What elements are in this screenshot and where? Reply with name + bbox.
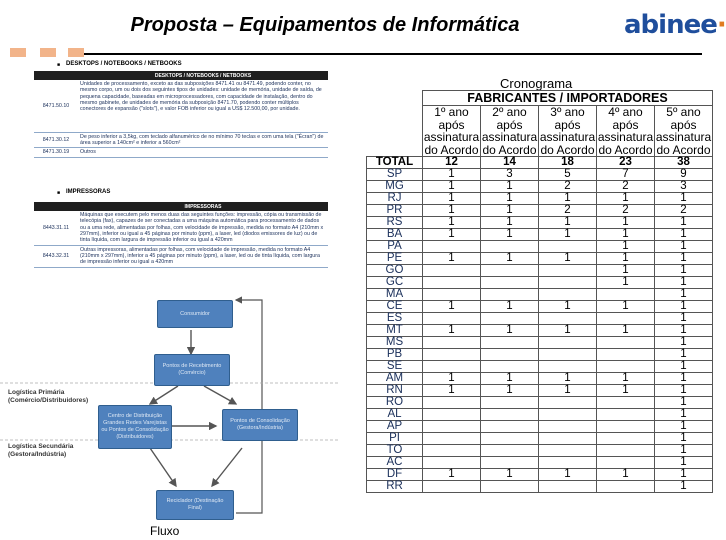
value-cell: 1: [423, 169, 481, 181]
value-cell: 1: [655, 325, 713, 337]
value-cell: 2: [539, 205, 597, 217]
table-row: [367, 373, 713, 385]
blank-cell: [367, 91, 423, 106]
value-cell: 1: [481, 325, 539, 337]
state-cell: AC: [367, 457, 423, 469]
value-cell: [423, 241, 481, 253]
value-cell: [597, 445, 655, 457]
table-header: IMPRESSORAS: [78, 202, 328, 211]
value-cell: 1: [597, 385, 655, 397]
blank-cell: [367, 106, 423, 157]
value-cell: [597, 289, 655, 301]
state-cell: DF: [367, 469, 423, 481]
value-cell: 1: [597, 301, 655, 313]
value-cell: [597, 349, 655, 361]
value-cell: [423, 457, 481, 469]
table-row: [367, 361, 713, 373]
value-cell: 2: [597, 205, 655, 217]
section-heading-impressoras: ■ IMPRESSORAS: [66, 189, 110, 195]
value-cell: [539, 409, 597, 421]
year-header: 1º ano após assinatura do Acordo: [423, 105, 480, 157]
state-cell: TO: [367, 445, 423, 457]
table-row: [367, 265, 713, 277]
flow-caption: Fluxo: [150, 524, 180, 538]
value-cell: 14: [481, 157, 539, 169]
value-cell: [423, 277, 481, 289]
state-cell: RJ: [367, 193, 423, 205]
table-row: [367, 157, 713, 169]
flow-node-pontos-consolidacao: Pontos de Consolidação (Gestora/Indústria): [222, 409, 298, 441]
slide-title: Proposta – Equipamentos de Informática: [130, 14, 520, 36]
value-cell: [481, 289, 539, 301]
state-cell: AM: [367, 373, 423, 385]
year-header: 5º ano após assinatura do Acordo: [655, 105, 712, 157]
value-cell: 1: [655, 373, 713, 385]
value-cell: [423, 433, 481, 445]
value-cell: [423, 361, 481, 373]
value-cell: [597, 361, 655, 373]
value-cell: 12: [423, 157, 481, 169]
value-cell: [423, 481, 481, 493]
table-row: [367, 241, 713, 253]
value-cell: 1: [423, 253, 481, 265]
state-cell: AL: [367, 409, 423, 421]
cronograma-caption: Cronograma: [500, 76, 573, 91]
state-cell: GO: [367, 265, 423, 277]
value-cell: 1: [539, 301, 597, 313]
value-cell: 7: [597, 169, 655, 181]
value-cell: 1: [481, 193, 539, 205]
value-cell: 18: [539, 157, 597, 169]
group-header: FABRICANTES / IMPORTADORES: [423, 91, 713, 106]
value-cell: 1: [597, 469, 655, 481]
state-cell: MT: [367, 325, 423, 337]
state-cell: SP: [367, 169, 423, 181]
value-cell: 1: [655, 265, 713, 277]
value-cell: [539, 445, 597, 457]
state-cell: GC: [367, 277, 423, 289]
table-row: [367, 253, 713, 265]
value-cell: [423, 349, 481, 361]
value-cell: 1: [597, 265, 655, 277]
value-cell: 1: [481, 229, 539, 241]
table-row: [367, 193, 713, 205]
value-cell: [597, 397, 655, 409]
value-cell: 1: [655, 241, 713, 253]
value-cell: 1: [655, 349, 713, 361]
abinee-logo: abinee·: [624, 10, 726, 40]
value-cell: 1: [539, 373, 597, 385]
state-cell: TOTAL: [367, 157, 423, 169]
value-cell: 1: [655, 313, 713, 325]
value-cell: [481, 481, 539, 493]
value-cell: 1: [655, 397, 713, 409]
state-cell: MA: [367, 289, 423, 301]
value-cell: [423, 409, 481, 421]
table-row: [367, 325, 713, 337]
state-cell: PA: [367, 241, 423, 253]
value-cell: 1: [597, 277, 655, 289]
table-row: [367, 481, 713, 493]
table-row: [367, 301, 713, 313]
value-cell: [481, 337, 539, 349]
value-cell: 1: [481, 385, 539, 397]
value-cell: 1: [655, 385, 713, 397]
value-cell: [423, 337, 481, 349]
value-cell: [597, 337, 655, 349]
value-cell: [539, 433, 597, 445]
value-cell: [539, 397, 597, 409]
flow-node-reciclador: Reciclador (Destinação Final): [156, 490, 234, 520]
value-cell: [539, 349, 597, 361]
value-cell: [539, 421, 597, 433]
table-row: [367, 217, 713, 229]
value-cell: 1: [481, 373, 539, 385]
value-cell: 1: [597, 373, 655, 385]
label-logistica-primaria: Logística Primária (Comércio/Distribuidores): [8, 389, 89, 405]
flow-node-consumidor: Consumidor: [157, 300, 233, 328]
table-row: [367, 409, 713, 421]
cronograma-table: [366, 90, 713, 493]
value-cell: [597, 457, 655, 469]
value-cell: 1: [597, 229, 655, 241]
state-cell: RR: [367, 481, 423, 493]
table-row: [367, 277, 713, 289]
value-cell: 1: [655, 301, 713, 313]
value-cell: 1: [423, 217, 481, 229]
year-header: 4º ano após assinatura do Acordo: [597, 105, 654, 157]
table-row: [367, 445, 713, 457]
value-cell: 1: [655, 469, 713, 481]
table-row: 8443.32.31 Outras impressoras, alimentadas por folhas, com velocidade de impressão, medida no formato A4 (210mm x 297mm), inferior a 45 páginas por minuto (ppm), a laser, led ou de tinta líquida, com largura de impressão inferior ou igual a 420mm: [34, 245, 328, 267]
value-cell: [481, 361, 539, 373]
value-cell: 1: [539, 253, 597, 265]
state-cell: BA: [367, 229, 423, 241]
value-cell: 1: [655, 361, 713, 373]
value-cell: [481, 397, 539, 409]
value-cell: [481, 421, 539, 433]
value-cell: [481, 349, 539, 361]
value-cell: [481, 313, 539, 325]
table-row: [367, 397, 713, 409]
value-cell: [423, 289, 481, 301]
value-cell: 1: [539, 229, 597, 241]
table-row: [367, 469, 713, 481]
state-cell: SE: [367, 361, 423, 373]
title-rule: [84, 53, 702, 55]
value-cell: [539, 289, 597, 301]
state-cell: PB: [367, 349, 423, 361]
value-cell: 1: [423, 229, 481, 241]
value-cell: 1: [423, 181, 481, 193]
state-cell: AP: [367, 421, 423, 433]
value-cell: 1: [539, 385, 597, 397]
value-cell: [597, 421, 655, 433]
value-cell: 1: [655, 229, 713, 241]
value-cell: 1: [655, 409, 713, 421]
state-cell: RS: [367, 217, 423, 229]
value-cell: 1: [539, 469, 597, 481]
value-cell: 1: [655, 457, 713, 469]
table-row: [367, 169, 713, 181]
value-cell: [423, 397, 481, 409]
ncm-table-impressoras: [34, 202, 328, 268]
value-cell: 2: [539, 181, 597, 193]
value-cell: 1: [423, 301, 481, 313]
value-cell: [481, 241, 539, 253]
header-row: [367, 106, 713, 157]
value-cell: 5: [539, 169, 597, 181]
value-cell: 1: [597, 217, 655, 229]
state-cell: ES: [367, 313, 423, 325]
table-row: [367, 181, 713, 193]
flow-node-centro-distribuicao: Centro de Distribuição Grandes Redes Varejistas ou Pontos de Consolidação (Distribuidores): [98, 405, 172, 449]
state-cell: PE: [367, 253, 423, 265]
state-cell: MS: [367, 337, 423, 349]
value-cell: [597, 313, 655, 325]
value-cell: 1: [655, 421, 713, 433]
header-row: [367, 91, 713, 106]
table-row: [367, 457, 713, 469]
table-row: [367, 337, 713, 349]
label-logistica-secundaria: Logística Secundária (Gestora/Indústria): [8, 443, 74, 459]
value-cell: 1: [655, 433, 713, 445]
value-cell: [597, 481, 655, 493]
value-cell: [481, 445, 539, 457]
value-cell: 1: [481, 253, 539, 265]
state-cell: PI: [367, 433, 423, 445]
value-cell: [597, 433, 655, 445]
value-cell: 38: [655, 157, 713, 169]
accent-square: [10, 48, 26, 57]
accent-square: [40, 48, 56, 57]
value-cell: 2: [655, 205, 713, 217]
value-cell: 3: [481, 169, 539, 181]
value-cell: [539, 361, 597, 373]
value-cell: [539, 337, 597, 349]
table-row: [367, 433, 713, 445]
value-cell: [597, 409, 655, 421]
ncm-table-desktops: [34, 71, 328, 158]
value-cell: [539, 457, 597, 469]
value-cell: [539, 481, 597, 493]
value-cell: 1: [481, 469, 539, 481]
table-row: [367, 205, 713, 217]
value-cell: [481, 457, 539, 469]
table-row: [367, 313, 713, 325]
accent-square: [68, 48, 84, 57]
value-cell: [423, 265, 481, 277]
table-row: [367, 385, 713, 397]
year-header: 3º ano após assinatura do Acordo: [539, 105, 596, 157]
value-cell: [481, 409, 539, 421]
table-row: [367, 289, 713, 301]
value-cell: [539, 313, 597, 325]
value-cell: 1: [597, 325, 655, 337]
value-cell: [481, 433, 539, 445]
table-row: 8443.31.11 Máquinas que executem pelo menos duas das seguintes funções: impressão, cópia ou transmissão de telecópia (fax), capazes de ser conectadas a uma máquina automática para processamento de dados ou a uma rede, alimentadas por folhas, com velocidade de impressão, medida no formato A4 (210mm x 297mm), inferior ou igual a 45 páginas por minuto (ppm), a laser, led (diodos emissores de luz) ou de tinta líquida, com largura de impressão inferior ou igual a 420mm: [34, 211, 328, 245]
value-cell: 1: [655, 289, 713, 301]
table-row: [367, 349, 713, 361]
value-cell: 2: [597, 181, 655, 193]
value-cell: 1: [655, 217, 713, 229]
value-cell: 1: [597, 253, 655, 265]
value-cell: 23: [597, 157, 655, 169]
value-cell: 1: [423, 373, 481, 385]
value-cell: 1: [423, 205, 481, 217]
value-cell: [481, 277, 539, 289]
value-cell: 1: [655, 337, 713, 349]
value-cell: 1: [423, 385, 481, 397]
value-cell: 1: [597, 193, 655, 205]
state-cell: PR: [367, 205, 423, 217]
value-cell: 1: [539, 217, 597, 229]
value-cell: 1: [481, 205, 539, 217]
value-cell: 9: [655, 169, 713, 181]
flow-node-pontos-recebimento: Pontos de Recebimento (Comércio): [154, 354, 230, 386]
value-cell: 1: [481, 217, 539, 229]
value-cell: 1: [597, 241, 655, 253]
state-cell: RN: [367, 385, 423, 397]
year-header: 2º ano após assinatura do Acordo: [481, 105, 538, 157]
table-row: [367, 421, 713, 433]
section-heading-desktops: ■ DESKTOPS / NOTEBOOKS / NETBOOKS: [66, 61, 182, 67]
value-cell: 1: [655, 445, 713, 457]
value-cell: 1: [423, 193, 481, 205]
table-row: 8471.30.12 De peso inferior a 3,5kg, com teclado alfanumérico de no mínimo 70 teclas e com uma tela ("Écran") de área superior a 140cm² e inferior a 560cm²: [34, 132, 328, 148]
value-cell: 1: [655, 193, 713, 205]
value-cell: 1: [423, 469, 481, 481]
state-cell: RO: [367, 397, 423, 409]
table-row: 8471.30.19 Outros: [34, 148, 328, 157]
value-cell: 1: [539, 325, 597, 337]
value-cell: 1: [655, 277, 713, 289]
value-cell: [539, 241, 597, 253]
value-cell: 3: [655, 181, 713, 193]
value-cell: [423, 313, 481, 325]
state-cell: MG: [367, 181, 423, 193]
value-cell: 1: [423, 325, 481, 337]
value-cell: 1: [481, 301, 539, 313]
value-cell: [481, 265, 539, 277]
value-cell: [539, 277, 597, 289]
table-row: [367, 229, 713, 241]
value-cell: [539, 265, 597, 277]
value-cell: 1: [655, 481, 713, 493]
value-cell: 1: [539, 193, 597, 205]
table-row: 8471.50.10 Unidades de processamento, exceto as das subposições 8471.41 ou 8471.49, podendo conter, no mesmo corpo, um ou dois dos seguintes tipos de unidades: unidade de memória, unidade de saída, de pequena capacidade, baseadas em microprocessadores, com capacidade de instalação, dentro do mesmo gabinete, de unidades de memória da subposição 8471.70, podendo conter múltiplos conectores de expansão ("slots"), e valor FOB inferior ou igual a US$ 12.500,00, por unidade.: [34, 80, 328, 132]
table-header: DESKTOPS / NOTEBOOKS / NETBOOKS: [78, 71, 328, 80]
value-cell: [423, 445, 481, 457]
value-cell: [423, 421, 481, 433]
state-cell: CE: [367, 301, 423, 313]
value-cell: 1: [655, 253, 713, 265]
value-cell: 1: [481, 181, 539, 193]
